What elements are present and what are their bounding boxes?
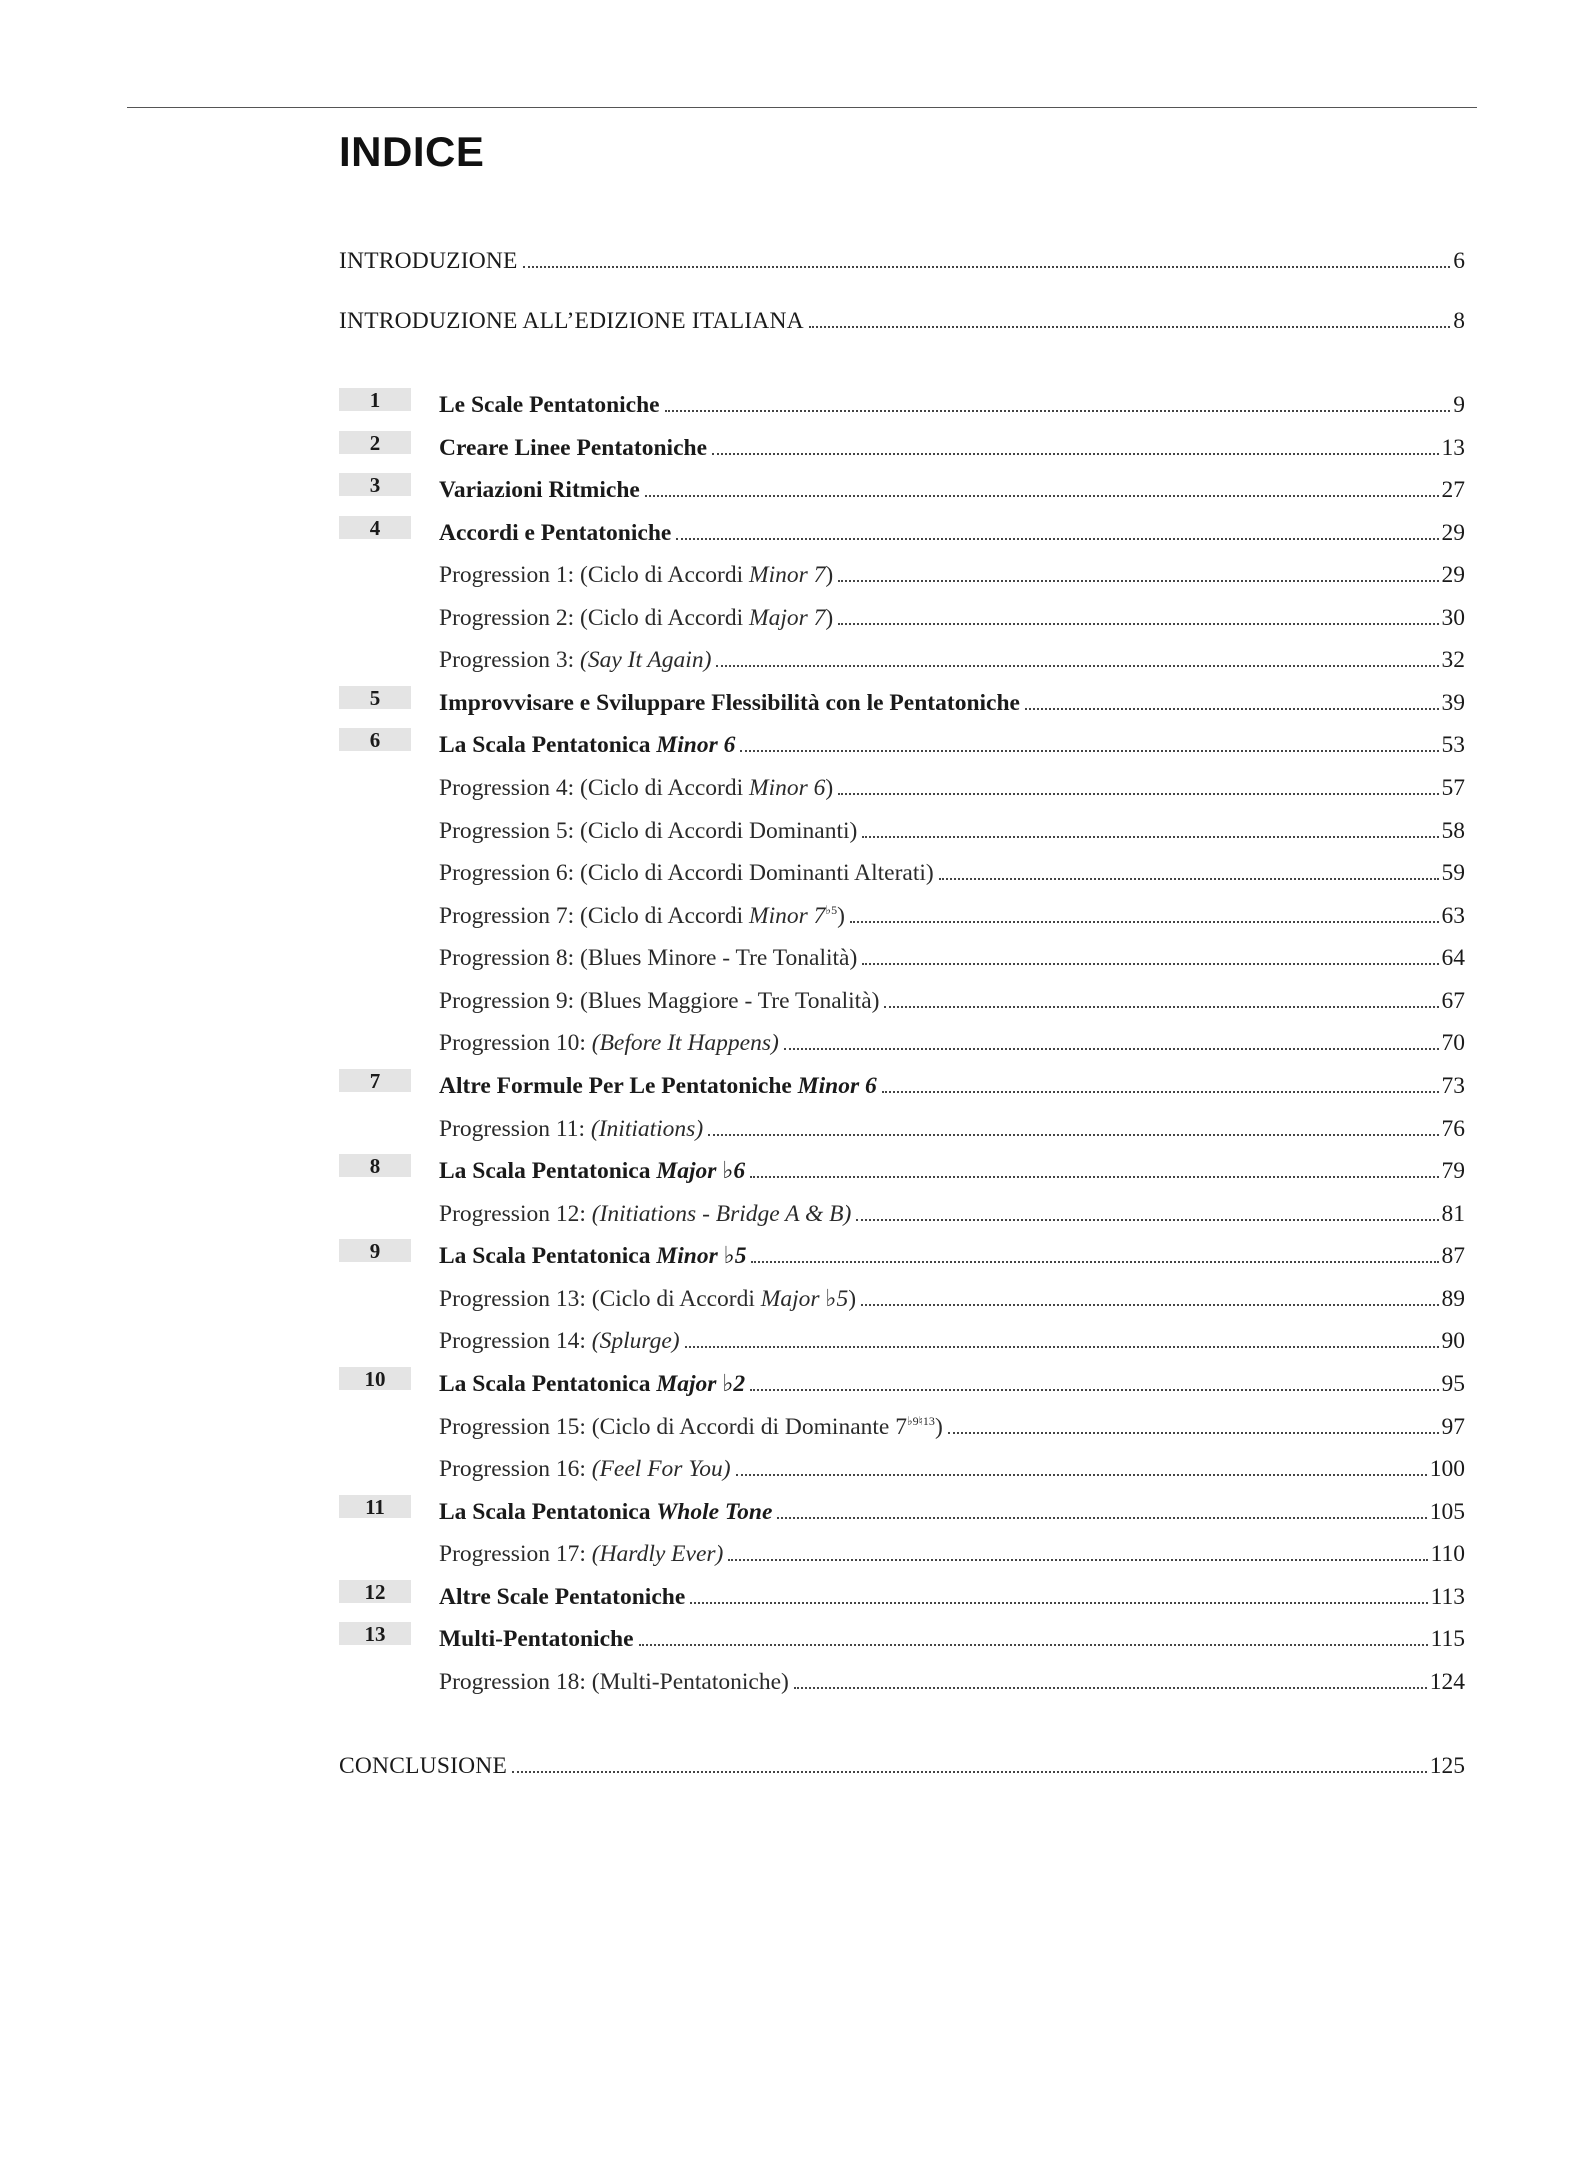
- chapter-number: 11: [339, 1495, 411, 1518]
- toc-progression-entry[interactable]: [339, 1313, 1465, 1355]
- entry-text: Accordi e Pentatoniche: [439, 519, 672, 546]
- dot-leader: [750, 1389, 1438, 1391]
- dot-leader: [809, 326, 1450, 328]
- entry-italic-text: Major ♭5: [760, 1285, 849, 1312]
- entry-text: Progression 9: (Blues Maggiore - Tre Tonalità): [439, 987, 880, 1014]
- entry-text: Progression 15: (Ciclo di Accordi di Dominante 7: [439, 1413, 907, 1440]
- dot-leader: [676, 538, 1438, 540]
- entry-italic-text: (Say It Again): [580, 646, 712, 673]
- dot-leader: [838, 623, 1438, 625]
- chapter-number: 10: [339, 1367, 411, 1390]
- page-number: 32: [1441, 646, 1465, 673]
- entry-text: INTRODUZIONE: [339, 247, 518, 274]
- page-number: 105: [1429, 1498, 1465, 1525]
- entry-title: [339, 817, 857, 845]
- dot-leader: [948, 1432, 1439, 1434]
- entry-text: Variazioni Ritmiche: [439, 476, 640, 503]
- dot-leader: [685, 1346, 1439, 1348]
- entry-title: [339, 247, 518, 275]
- page-title: INDICE: [339, 128, 485, 175]
- toc-progression-entry[interactable]: [339, 760, 1465, 802]
- entry-text: Improvvisare e Sviluppare Flessibilità con le Pentatoniche: [439, 689, 1020, 716]
- entry-text-suffix: ): [825, 774, 834, 801]
- entry-text: Progression 4: (Ciclo di Accordi: [439, 774, 750, 801]
- entry-text: La Scala Pentatonica: [439, 1370, 657, 1397]
- dot-leader: [884, 1006, 1438, 1008]
- toc-progression-entry[interactable]: [339, 1526, 1465, 1568]
- entry-title: [339, 689, 1020, 717]
- dot-leader: [728, 1559, 1427, 1561]
- toc-chapter-entry[interactable]: [339, 675, 1465, 717]
- dot-leader: [784, 1048, 1439, 1050]
- entry-text: La Scala Pentatonica: [439, 1242, 657, 1269]
- toc-progression-entry[interactable]: [339, 888, 1465, 930]
- entry-text: Progression 14:: [439, 1327, 592, 1354]
- entry-title: [339, 1072, 877, 1100]
- entry-italic-text: Minor 6: [797, 1072, 877, 1099]
- page-number: 115: [1430, 1625, 1465, 1652]
- entry-title: [339, 1029, 779, 1057]
- dot-leader: [838, 793, 1438, 795]
- entry-italic-text: Minor 7: [749, 561, 826, 588]
- toc-section-entry[interactable]: [339, 293, 1465, 335]
- chapter-number: 13: [339, 1622, 411, 1645]
- toc-chapter-entry[interactable]: [339, 420, 1465, 462]
- entry-title: [339, 561, 833, 589]
- entry-text: Progression 5: (Ciclo di Accordi Dominanti): [439, 817, 858, 844]
- entry-italic-text: Minor 6: [749, 774, 826, 801]
- entry-text-suffix: ): [825, 604, 834, 631]
- entry-italic-text: Minor 7: [749, 902, 826, 929]
- page-number: 29: [1441, 561, 1465, 588]
- toc-chapter-entry[interactable]: [339, 1058, 1465, 1100]
- page-number: 6: [1453, 247, 1465, 274]
- toc-progression-entry[interactable]: [339, 845, 1465, 887]
- entry-text-suffix: ): [825, 561, 834, 588]
- entry-italic-text: Major 7: [749, 604, 826, 631]
- toc-progression-entry[interactable]: [339, 1101, 1465, 1143]
- entry-text: Progression 16:: [439, 1455, 592, 1482]
- entry-italic-text: (Feel For You): [591, 1455, 731, 1482]
- dot-leader: [861, 1304, 1438, 1306]
- entry-text: Altre Formule Per Le Pentatoniche: [439, 1072, 798, 1099]
- entry-italic-text: (Hardly Ever): [591, 1540, 724, 1567]
- page-number: 8: [1453, 307, 1465, 334]
- entry-text: Progression 10:: [439, 1029, 592, 1056]
- page-number: 73: [1441, 1072, 1465, 1099]
- entry-text: Progression 2: (Ciclo di Accordi: [439, 604, 750, 631]
- dot-leader: [1025, 708, 1439, 710]
- entry-text: Progression 1: (Ciclo di Accordi: [439, 561, 750, 588]
- entry-text: Le Scale Pentatoniche: [439, 391, 660, 418]
- page-number: 81: [1441, 1200, 1465, 1227]
- page-number: 79: [1441, 1157, 1465, 1184]
- entry-title: [339, 1752, 507, 1780]
- dot-leader: [750, 1176, 1438, 1178]
- dot-leader: [740, 750, 1438, 752]
- entry-title: [339, 1115, 703, 1143]
- toc-progression-entry[interactable]: [339, 1441, 1465, 1483]
- toc-progression-entry[interactable]: [339, 1654, 1465, 1696]
- page-number: 87: [1441, 1242, 1465, 1269]
- entry-title: [339, 604, 833, 632]
- toc-progression-entry[interactable]: [339, 930, 1465, 972]
- entry-text: INTRODUZIONE ALL’EDIZIONE ITALIANA: [339, 307, 804, 334]
- entry-text: Multi-Pentatoniche: [439, 1625, 634, 1652]
- entry-text: Progression 13: (Ciclo di Accordi: [439, 1285, 761, 1312]
- page-number: 53: [1441, 731, 1465, 758]
- entry-text: Progression 11:: [439, 1115, 591, 1142]
- dot-leader: [939, 878, 1439, 880]
- dot-leader: [512, 1771, 1427, 1773]
- toc-progression-entry[interactable]: [339, 590, 1465, 632]
- entry-title: [339, 646, 711, 674]
- page-number: 39: [1441, 689, 1465, 716]
- entry-text: La Scala Pentatonica: [439, 1157, 657, 1184]
- entry-text-suffix: ): [848, 1285, 857, 1312]
- dot-leader: [645, 495, 1439, 497]
- entry-title: [339, 1413, 943, 1441]
- entry-italic-text: Major ♭2: [656, 1370, 746, 1397]
- page-number: 125: [1429, 1752, 1465, 1779]
- entry-title: [339, 1540, 723, 1568]
- page-number: 58: [1441, 817, 1465, 844]
- toc-progression-entry[interactable]: [339, 1399, 1465, 1441]
- entry-title: [339, 987, 879, 1015]
- entry-text: CONCLUSIONE: [339, 1752, 508, 1779]
- page-number: 70: [1441, 1029, 1465, 1056]
- toc-section-entry[interactable]: [339, 233, 1465, 275]
- toc-chapter-entry[interactable]: [339, 505, 1465, 547]
- entry-italic-text: (Initiations - Bridge A & B): [591, 1200, 852, 1227]
- page-number: 110: [1430, 1540, 1465, 1567]
- chapter-number: 12: [339, 1580, 411, 1603]
- entry-text: Progression 6: (Ciclo di Accordi Dominanti Alterati): [439, 859, 934, 886]
- entry-text-suffix: ): [934, 1413, 943, 1440]
- page-number: 9: [1453, 391, 1465, 418]
- dot-leader: [712, 453, 1438, 455]
- entry-italic-text: (Splurge): [591, 1327, 680, 1354]
- toc-chapter-entry[interactable]: [339, 717, 1465, 759]
- entry-text-suffix: ): [837, 902, 845, 929]
- entry-title: [339, 902, 845, 930]
- page-number: 67: [1441, 987, 1465, 1014]
- page-number: 59: [1441, 859, 1465, 886]
- entry-title: [339, 1285, 856, 1313]
- dot-leader: [716, 665, 1438, 667]
- entry-title: [339, 859, 934, 887]
- chapter-number: 2: [339, 431, 411, 454]
- chapter-number: 5: [339, 686, 411, 709]
- toc-chapter-entry[interactable]: [339, 1569, 1465, 1611]
- page-number: 90: [1441, 1327, 1465, 1354]
- chapter-number: 4: [339, 516, 411, 539]
- entry-title: [339, 1327, 680, 1355]
- dot-leader: [639, 1644, 1428, 1646]
- page-number: 113: [1430, 1583, 1465, 1610]
- entry-text: La Scala Pentatonica: [439, 731, 657, 758]
- entry-text: Altre Scale Pentatoniche: [439, 1583, 686, 1610]
- chapter-number: 6: [339, 728, 411, 751]
- page-number: 97: [1441, 1413, 1465, 1440]
- entry-superscript: ♭9♮13: [906, 1413, 935, 1428]
- dot-leader: [862, 963, 1438, 965]
- dot-leader: [838, 580, 1438, 582]
- toc-progression-entry[interactable]: [339, 547, 1465, 589]
- toc-chapter-entry[interactable]: [339, 1611, 1465, 1653]
- entry-text: Progression 3:: [439, 646, 580, 673]
- entry-italic-text: Minor 6: [656, 731, 736, 758]
- entry-title: [339, 307, 804, 335]
- dot-leader: [856, 1219, 1438, 1221]
- entry-text: Progression 12:: [439, 1200, 592, 1227]
- entry-title: [339, 774, 833, 802]
- page-number: 63: [1441, 902, 1465, 929]
- dot-leader: [751, 1261, 1438, 1263]
- dot-leader: [777, 1517, 1426, 1519]
- page-number: 13: [1441, 434, 1465, 461]
- toc-progression-entry[interactable]: [339, 973, 1465, 1015]
- page-number: 64: [1441, 944, 1465, 971]
- toc-progression-entry[interactable]: [339, 1015, 1465, 1057]
- entry-italic-text: (Before It Happens): [591, 1029, 779, 1056]
- toc-section-entry[interactable]: [339, 1738, 1465, 1780]
- page-number: 30: [1441, 604, 1465, 631]
- entry-superscript: ♭5: [825, 902, 838, 917]
- entry-text: Progression 7: (Ciclo di Accordi: [439, 902, 750, 929]
- dot-leader: [850, 921, 1439, 923]
- chapter-number: 1: [339, 388, 411, 411]
- dot-leader: [708, 1134, 1438, 1136]
- page-number: 76: [1441, 1115, 1465, 1142]
- toc-progression-entry[interactable]: [339, 1271, 1465, 1313]
- chapter-number: 9: [339, 1239, 411, 1262]
- page-number: 89: [1441, 1285, 1465, 1312]
- page-number: 29: [1441, 519, 1465, 546]
- entry-italic-text: (Initiations): [590, 1115, 704, 1142]
- toc-chapter-entry[interactable]: [339, 1143, 1465, 1185]
- entry-title: [339, 944, 857, 972]
- toc-chapter-entry[interactable]: [339, 462, 1465, 504]
- page-number: 95: [1441, 1370, 1465, 1397]
- entry-title: [339, 1455, 731, 1483]
- page-number: 27: [1441, 476, 1465, 503]
- entry-text: La Scala Pentatonica: [439, 1498, 657, 1525]
- page-number: 57: [1441, 774, 1465, 801]
- toc-progression-entry[interactable]: [339, 803, 1465, 845]
- toc-chapter-entry[interactable]: [339, 1356, 1465, 1398]
- chapter-number: 8: [339, 1154, 411, 1177]
- dot-leader: [736, 1474, 1427, 1476]
- dot-leader: [690, 1602, 1427, 1604]
- dot-leader: [523, 266, 1451, 268]
- entry-text: Progression 18: (Multi-Pentatoniche): [439, 1668, 789, 1695]
- toc-progression-entry[interactable]: [339, 632, 1465, 674]
- entry-italic-text: Major ♭6: [656, 1157, 746, 1184]
- entry-title: [339, 1200, 851, 1228]
- chapter-number: 7: [339, 1069, 411, 1092]
- page-number: 100: [1429, 1455, 1465, 1482]
- entry-text: Progression 8: (Blues Minore - Tre Tonalità): [439, 944, 858, 971]
- dot-leader: [665, 410, 1451, 412]
- entry-title: [339, 1668, 789, 1696]
- entry-text: Progression 17:: [439, 1540, 592, 1567]
- toc-progression-entry[interactable]: [339, 1186, 1465, 1228]
- entry-italic-text: Minor ♭5: [656, 1242, 747, 1269]
- entry-text: Creare Linee Pentatoniche: [439, 434, 708, 461]
- dot-leader: [794, 1687, 1427, 1689]
- page-number: 124: [1429, 1668, 1465, 1695]
- top-rule: [127, 107, 1477, 108]
- chapter-number: 3: [339, 473, 411, 496]
- dot-leader: [862, 836, 1438, 838]
- dot-leader: [882, 1091, 1439, 1093]
- entry-italic-text: Whole Tone: [656, 1498, 773, 1525]
- toc-chapter-entry[interactable]: [339, 1228, 1465, 1270]
- toc-chapter-entry[interactable]: [339, 377, 1465, 419]
- toc-chapter-entry[interactable]: [339, 1484, 1465, 1526]
